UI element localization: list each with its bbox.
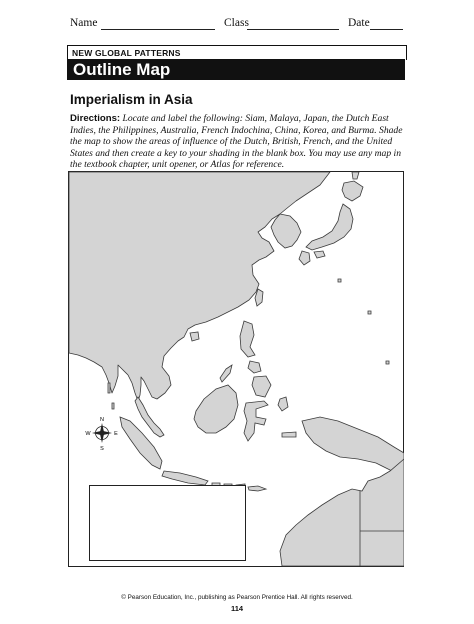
copyright-notice: © Pearson Education, Inc., publishing as Pearson Prentice Hall. All rights reserved. (121, 594, 353, 601)
directions (70, 113, 406, 171)
name-field[interactable] (101, 29, 215, 30)
class-field[interactable] (247, 29, 339, 30)
compass-e: E (114, 431, 118, 437)
directions-label: Directions: (70, 113, 121, 124)
map-key-box[interactable] (89, 485, 246, 561)
compass-s: S (100, 446, 104, 452)
compass-w: W (85, 431, 91, 437)
banner-title: Outline Map (73, 60, 171, 79)
name-label: Name (70, 17, 98, 29)
banner-kicker: NEW GLOBAL PATTERNS (72, 48, 181, 58)
class-label: Class (224, 17, 249, 29)
date-label: Date (348, 17, 370, 29)
page-number: 114 (230, 604, 244, 613)
landmass-hainan (190, 332, 199, 341)
directions-text: Locate and label the following: Siam, Malaya, Japan, the Dutch East Indies, the Philippines, Australia, French Indochina, China, Korea, and Burma. Shade the map to show the areas of influence of the Dutch, British, French, and the United States and then create a key to your shading in the blank box. You may use any map in the textbook chapter, unit opener, or Atlas for reference. (70, 113, 403, 171)
section-title: Imperialism in Asia (70, 92, 193, 107)
date-field[interactable] (370, 29, 403, 30)
compass-n: N (100, 417, 104, 423)
landmass-seram (282, 432, 296, 437)
